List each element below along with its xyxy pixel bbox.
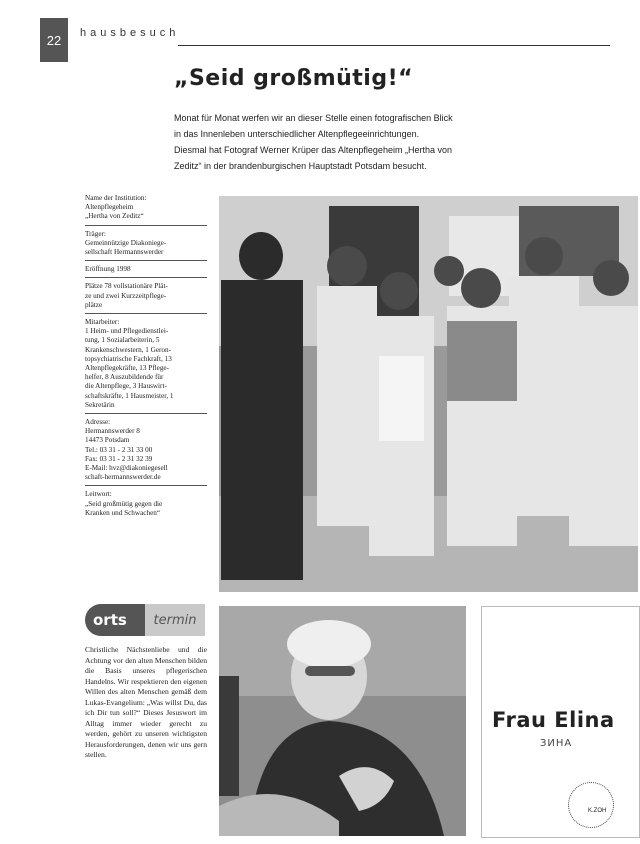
info-sidebar bbox=[85, 194, 207, 525]
sidebar-value: topsychiatrische Fachkraft, 13 bbox=[85, 354, 172, 363]
sidebar-value: 1 Heim- und Pflegedienstlei- bbox=[85, 327, 169, 336]
intro-line: Diesmal hat Fotograf Werner Krüper das Altenpflegeheim „Hertha von bbox=[174, 145, 452, 155]
name-sign-text: Frau Elina bbox=[492, 708, 615, 732]
article-intro bbox=[174, 110, 534, 174]
sidebar-value: Altenpflegekräfte, 13 Pflege- bbox=[85, 364, 170, 373]
sidebar-value: plätze bbox=[85, 300, 103, 309]
sidebar-value: Kranken und Schwachen“ bbox=[85, 508, 161, 517]
sidebar-label: Mitarbeiter: bbox=[85, 318, 120, 327]
staff-group-photo bbox=[219, 196, 638, 592]
logo-right-text: termin bbox=[145, 604, 205, 636]
sidebar-value: ze und zwei Kurzzeitpflege- bbox=[85, 291, 167, 300]
sidebar-label: Adresse: bbox=[85, 418, 111, 427]
name-sign-subtext: ЗИНА bbox=[540, 738, 573, 749]
photographer-stamp bbox=[568, 782, 614, 828]
sidebar-value: Gemeinnützige Diakoniege- bbox=[85, 238, 167, 247]
sidebar-section-motto bbox=[85, 490, 207, 521]
article-title: „Seid großmütig!“ bbox=[174, 66, 414, 91]
ortstermin-logo bbox=[85, 604, 205, 636]
sidebar-value: Fax: 03 31 - 2 31 32 39 bbox=[85, 454, 153, 463]
sidebar-section-name bbox=[85, 194, 207, 226]
intro-line: Zeditz“ in der brandenburgischen Hauptstadt Potsdam besucht. bbox=[174, 161, 427, 171]
logo-left-text: orts bbox=[93, 611, 127, 629]
section-label: hausbesuch bbox=[80, 27, 180, 39]
sidebar-section-places bbox=[85, 282, 207, 314]
sidebar-value: 14473 Potsdam bbox=[85, 436, 130, 445]
sidebar-value: Altenpflegeheim bbox=[85, 203, 134, 212]
header-rule bbox=[178, 45, 610, 46]
sidebar-section-carrier bbox=[85, 230, 207, 262]
sidebar-value: helfer, 8 Auszubildende für bbox=[85, 373, 164, 382]
sidebar-label: Leitwort: bbox=[85, 490, 112, 499]
sidebar-value: schaftskräfte, 1 Hausmeister, 1 bbox=[85, 391, 174, 400]
page-number: 22 bbox=[40, 18, 68, 62]
sidebar-value: Plätze 78 vollstationäre Plät- bbox=[85, 282, 168, 291]
sidebar-value: die Altenpflege, 3 Hauswirt- bbox=[85, 382, 167, 391]
sidebar-label: Name der Institution: bbox=[85, 194, 147, 202]
sidebar-value: E-Mail: hvz@diakoniegesell bbox=[85, 464, 168, 473]
sidebar-section-staff bbox=[85, 318, 207, 414]
sidebar-value: schaft-hermannswerder.de bbox=[85, 473, 161, 482]
body-paragraph: Christliche Nächstenliebe und die Achtung vor den alten Menschen bilden die Basis unseres pflegerischen Handelns. Wir respektieren den eigenen Willen des alten Menschen gemäß dem Lukas-Evangelium: „Was willst Du, das ich Dir tun soll?“ Dieses Jesuswort im Alltag immer wieder gerecht zu werden, gehört zu unseren wichtigsten Herausforderungen, denen wir uns gern stellen. bbox=[85, 645, 207, 759]
sidebar-value: „Hertha von Zeditz“ bbox=[85, 212, 144, 221]
intro-line: Monat für Monat werfen wir an dieser Stelle einen fotografischen Blick bbox=[174, 113, 453, 123]
sidebar-label: Träger: bbox=[85, 229, 106, 238]
sidebar-value: „Seid großmütig gegen die bbox=[85, 499, 163, 508]
sidebar-section-opening bbox=[85, 265, 207, 278]
knitting-resident-image bbox=[219, 606, 466, 836]
sidebar-value: Hermannswerder 8 bbox=[85, 427, 140, 436]
staff-group-photo-image bbox=[219, 196, 638, 592]
sidebar-value: tung, 1 Sozialarbeiterin, 5 bbox=[85, 336, 160, 345]
sidebar-value: Krankenschwestern, 1 Geron- bbox=[85, 345, 172, 354]
sidebar-value: Sekretärin bbox=[85, 400, 115, 409]
sidebar-section-address bbox=[85, 418, 207, 486]
photographer-stamp-text: K.ZOH bbox=[588, 808, 607, 814]
knitting-resident-photo bbox=[219, 606, 466, 836]
sidebar-value: Tel.: 03 31 - 2 31 33 00 bbox=[85, 445, 153, 454]
sidebar-value: sellschaft Hermannswerder bbox=[85, 248, 164, 257]
intro-line: in das Innenleben unterschiedlicher Altenpflegeeinrichtungen. bbox=[174, 129, 420, 139]
sidebar-value: Eröffnung 1998 bbox=[85, 265, 131, 274]
